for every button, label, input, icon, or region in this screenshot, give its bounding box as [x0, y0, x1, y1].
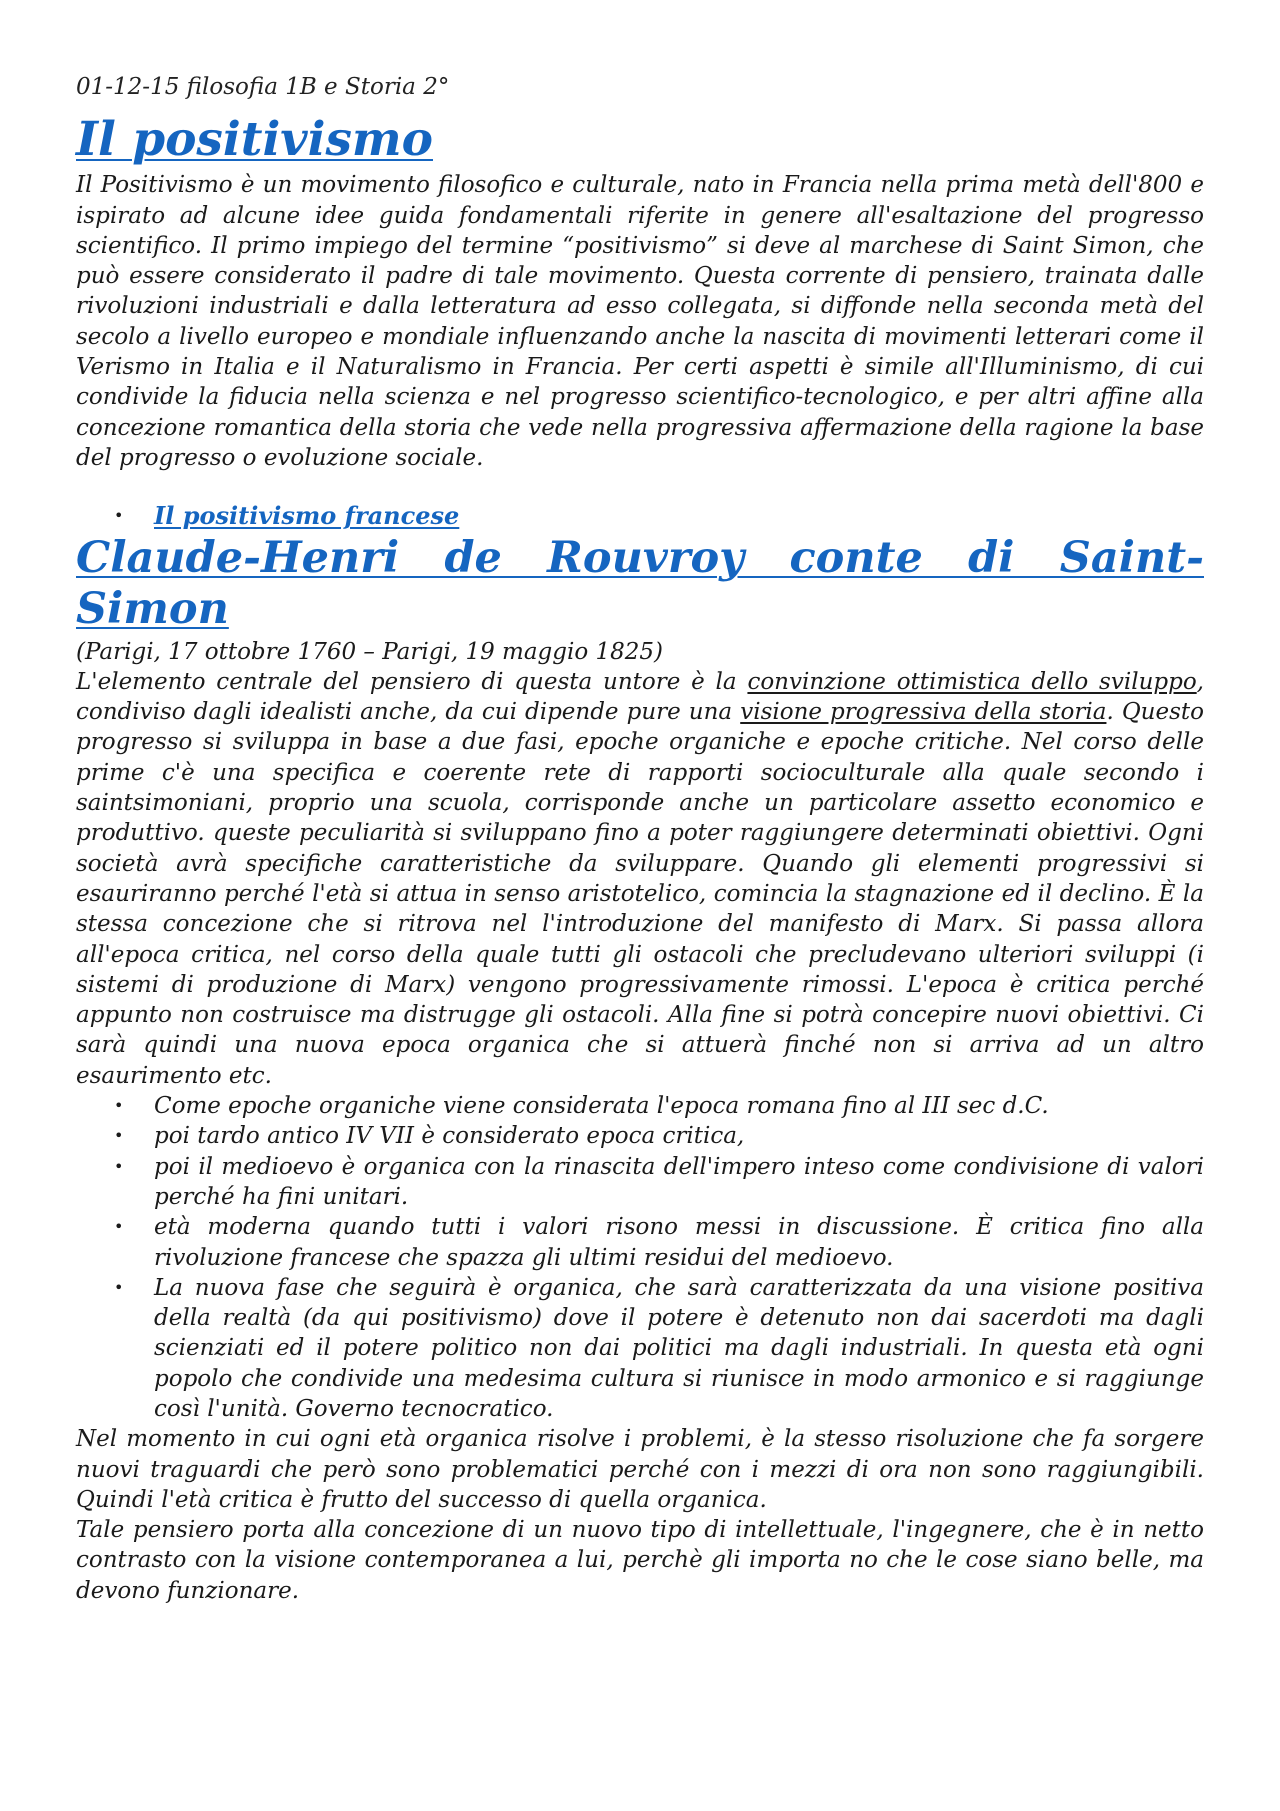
subsection-list [76, 501, 1204, 532]
list-item [76, 1152, 1204, 1213]
list-item [76, 1121, 1204, 1151]
life-dates: (Parigi, 17 ottobre 1760 – Parigi, 19 maggio 1825) [76, 638, 664, 665]
closing-paragraph-2: Tale pensiero porta alla concezione di un nuovo tipo di intellettuale, l'ingegnere, che è in netto contrasto con la visione contemporanea a lui, perchè gli importa no che le cose siano belle, ma devono funzionare. [76, 1517, 1204, 1604]
bullet-icon: • [114, 506, 124, 526]
section-positivismo [76, 112, 1204, 473]
page-title: Il positivismo [76, 112, 433, 168]
paragraph-rest: . Questo progresso si sviluppa in base a due fasi, epoche organiche e epoche critiche. Nel corso delle prime c'è una specifica e coerente rete di rapporti socioculturale alla quale secondo i saintsimoniani, proprio una scuola, corrisponde anche un particolare assetto economico e produttivo. queste peculiarità si sviluppano fino a poter raggiungere determinati obiettivi. Ogni società avrà specifiche caratteristiche da sviluppare. Quando gli elementi progressivi si esauriranno perché l'età si attua in senso aristotelico, comincia la stagnazione ed il declino. È la stessa concezione che si ritrova nel l'introduzione del manifesto di Marx. Si passa allora all'epoca critica, nel corso della quale tutti gli ostacoli che precludevano ulteriori sviluppi (i sistemi di produzione di Marx) vengono progressivamente rimossi. L'epoca è critica perché appunto non costruisce ma distrugge gli ostacoli. Alla fine si potrà concepire nuovi obiettivi. Ci sarà quindi una nuova epoca organica che si attuerà finché non si arriva ad un altro esaurimento etc. [76, 699, 1204, 1089]
section-heading-text: Claude-Henri de Rouvroy conte di Saint-Simon [76, 532, 1204, 634]
closing-paragraph-1: Nel momento in cui ogni età organica risolve i problemi, è la stesso risoluzione che fa sorgere nuovi traguardi che però sono problematici perché con i mezzi di ora non sono raggiungibili. Quindi l'età critica è frutto del successo di quella organica. [76, 1426, 1204, 1513]
bullet-icon: • [114, 1096, 124, 1116]
paragraph-intro: L'elemento centrale del pensiero di questa untore è la [76, 668, 748, 695]
list-item [76, 1091, 1204, 1121]
list-item-text: poi tardo antico IV VII è considerato epoca critica, [154, 1123, 745, 1150]
bullet-icon: • [114, 1217, 124, 1237]
document-page [76, 72, 1204, 1606]
list-item-text: Come epoche organiche viene considerata l'epoca romana fino al III sec d.C. [154, 1093, 1049, 1120]
bullet-icon: • [114, 1156, 124, 1176]
section-heading-saint-simon [76, 533, 1204, 635]
list-item-text: poi il medioevo è organica con la rinascita dell'impero inteso come condivisione di valori perché ha fini unitari. [154, 1153, 1204, 1210]
main-paragraph [76, 667, 1204, 1091]
list-item-text: La nuova fase che seguirà è organica, che sarà caratterizzata da una visione positiva della realtà (da qui positivismo) dove il potere è detenuto non dai sacerdoti ma dagli scienziati ed il potere politico non dai politici ma dagli industriali. In questa età ogni popolo che condivide una medesima cultura si riunisce in modo armonico e si raggiunge così l'unità. Governo tecnocratico. [154, 1274, 1204, 1422]
date-header: 01-12-15 filosofia 1B e Storia 2° [76, 74, 450, 100]
underlined-phrase-2: visione progressiva della storia [740, 699, 1107, 726]
epochs-list [76, 1091, 1204, 1424]
list-item [76, 501, 1204, 532]
underlined-phrase-1: convinzione ottimistica dello sviluppo [747, 668, 1197, 695]
list-item-text: età moderna quando tutti i valori risono messi in discussione. È critica fino alla rivoluzione francese che spazza gli ultimi residui del medioevo. [154, 1214, 1204, 1271]
paragraph-mid: , condiviso dagli idealisti anche, da cui dipende pure una [76, 668, 1204, 726]
subsection-heading[interactable]: Il positivismo francese [154, 501, 460, 531]
intro-paragraph: Il Positivismo è un movimento filosofico e culturale, nato in Francia nella prima metà dell'800 e ispirato ad alcune idee guida fondamentali riferite in genere all'esaltazione del progresso scientifico. Il primo impiego del termine “positivismo” si deve al marchese di Saint Simon, che può essere considerato il padre di tale movimento. Questa corrente di pensiero, trainata dalle rivoluzioni industriali e dalla letteratura ad esso collegata, si diffonde nella seconda metà del secolo a livello europeo e mondiale influenzando anche la nascita di movimenti letterari come il Verismo in Italia e il Naturalismo in Francia. Per certi aspetti è simile all'Illuminismo, di cui condivide la fiducia nella scienza e nel progresso scientifico-tecnologico, e per altri affine alla concezione romantica della storia che vede nella progressiva affermazione della ragione la base del progresso o evoluzione sociale. [76, 172, 1204, 471]
list-item [76, 1273, 1204, 1424]
bullet-icon: • [114, 1277, 124, 1297]
list-item [76, 1212, 1204, 1273]
bullet-icon: • [114, 1126, 124, 1146]
